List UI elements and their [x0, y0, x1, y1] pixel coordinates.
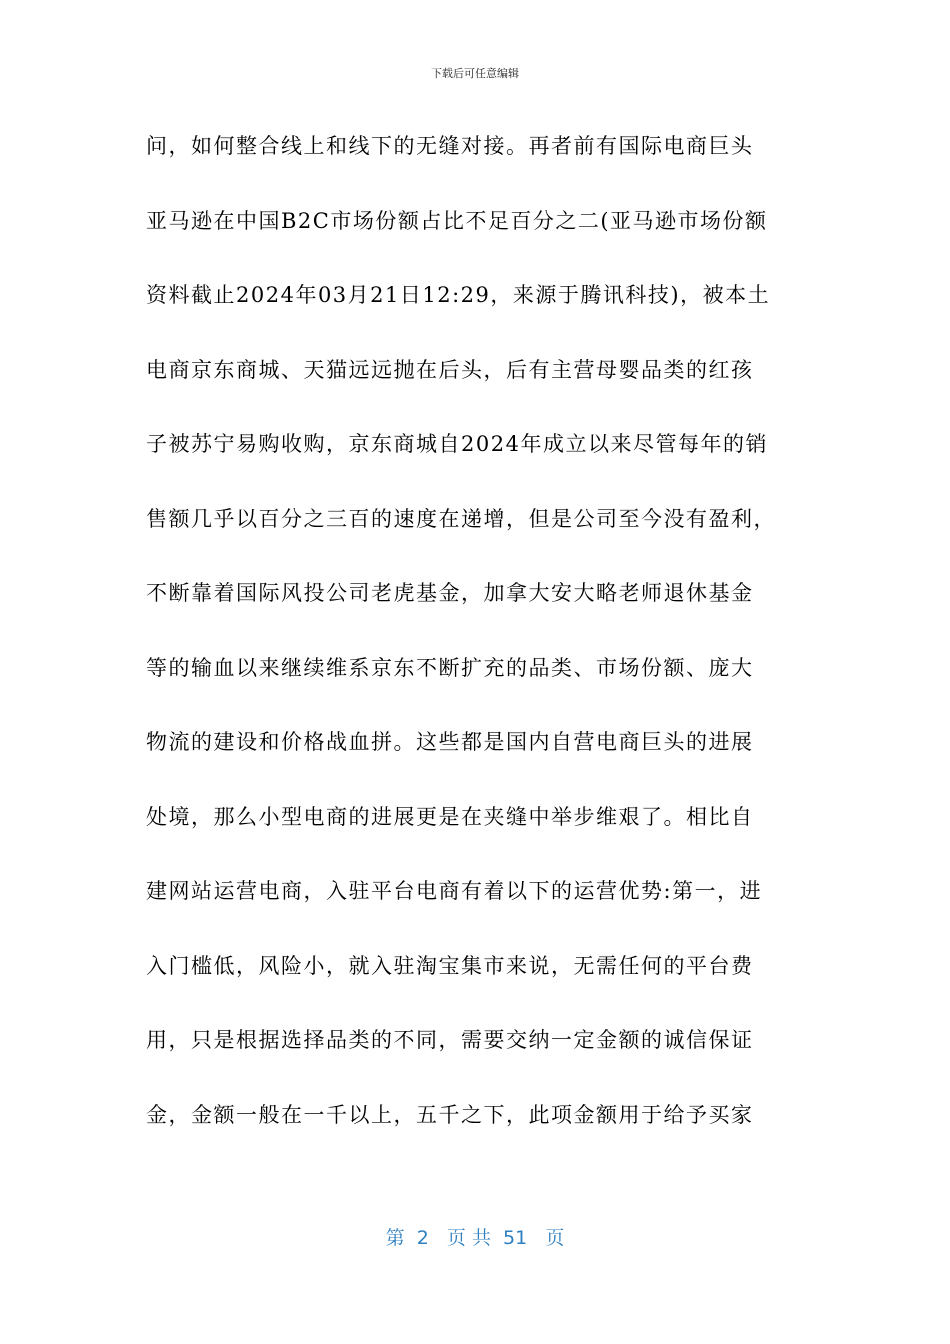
- text-line: 资料截止2024年03月21日12:29，来源于腾讯科技)，被本土: [146, 283, 771, 307]
- text-line: 亚马逊在中国B2C市场份额占比不足百分之二(亚马逊市场份额: [146, 208, 768, 233]
- document-body: [146, 124, 816, 1167]
- text-line: 建网站运营电商，入驻平台电商有着以下的运营优势:第一，进: [146, 879, 763, 903]
- text-line: 电商京东商城、天猫远远抛在后头，后有主营母婴品类的红孩: [146, 357, 754, 382]
- text-line: 金，金额一般在一千以上，五千之下，此项金额用于给予买家: [146, 1102, 754, 1127]
- text-line: 等的输血以来继续维系京东不断扩充的品类、市场份额、庞大: [146, 655, 754, 680]
- text-line: 不断靠着国际风投公司老虎基金，加拿大安大略老师退休基金: [146, 581, 754, 605]
- text-line: 处境，那么小型电商的进展更是在夹缝中举步维艰了。相比自: [146, 804, 754, 829]
- text-line: 问，如何整合线上和线下的无缝对接。再者前有国际电商巨头: [146, 134, 754, 158]
- text-line: 子被苏宁易购收购，京东商城自2024年成立以来尽管每年的销: [146, 432, 768, 456]
- text-line: 入门槛低，风险小，就入驻淘宝集市来说，无需任何的平台费: [146, 953, 754, 978]
- text-line: 售额几乎以百分之三百的速度在递增，但是公司至今没有盈利，: [146, 506, 776, 531]
- text-line: 用，只是根据选择品类的不同，需要交纳一定金额的诚信保证: [146, 1028, 754, 1052]
- page-number-footer: 第 2 页 共 51 页: [385, 1227, 565, 1249]
- page-header: 下载后可任意编辑: [431, 67, 519, 80]
- text-line: 物流的建设和价格战血拼。这些都是国内自营电商巨头的进展: [146, 730, 754, 754]
